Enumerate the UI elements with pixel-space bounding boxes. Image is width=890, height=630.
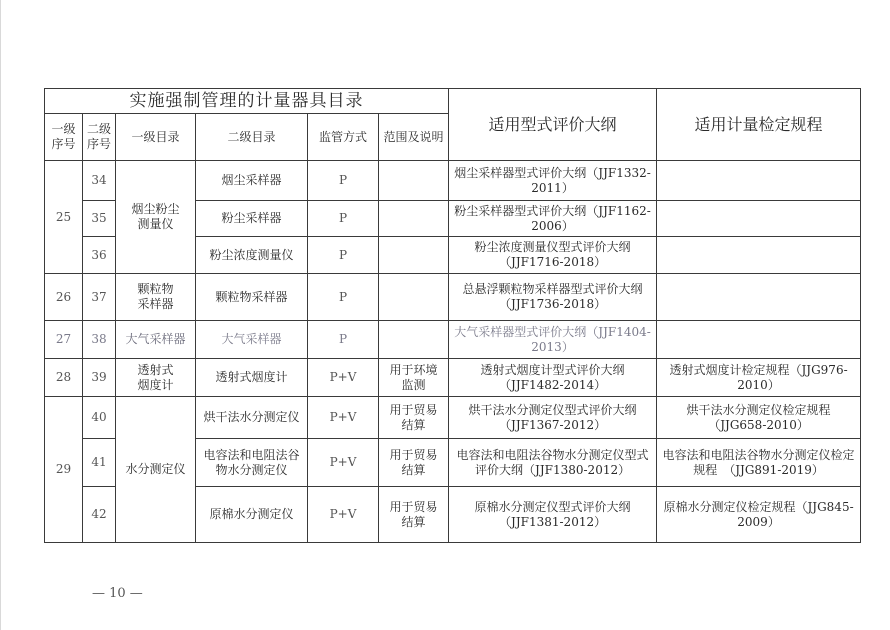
level2-no-cell: 35 <box>83 201 116 237</box>
level1-cell: 颗粒物采样器 <box>116 274 196 321</box>
scope-cell: 用于贸易结算 <box>379 487 449 543</box>
supervision-cell: P <box>308 274 379 321</box>
supervision-cell: P+V <box>308 359 379 397</box>
level2-no-cell: 37 <box>83 274 116 321</box>
header-row-1 <box>45 89 861 114</box>
regulation-cell: 烘干法水分测定仪检定规程（JJG658-2010） <box>657 397 861 439</box>
level2-no-cell: 34 <box>83 161 116 201</box>
metrology-catalog-table <box>44 88 861 543</box>
level1-cell: 透射式烟度计 <box>116 359 196 397</box>
level2-no-cell: 41 <box>83 439 116 487</box>
outline-cell: 原棉水分测定仪型式评价大纲（JJF1381-2012） <box>449 487 657 543</box>
table-row <box>45 359 861 397</box>
level2-cell: 粉尘浓度测量仪 <box>196 237 308 274</box>
header-level2-no: 二级序号 <box>83 114 116 161</box>
level2-cell: 粉尘采样器 <box>196 201 308 237</box>
supervision-cell: P <box>308 321 379 359</box>
supervision-cell: P <box>308 161 379 201</box>
level2-no-cell: 40 <box>83 397 116 439</box>
scope-cell: 用于贸易结算 <box>379 397 449 439</box>
table-row <box>45 397 861 439</box>
supervision-cell: P <box>308 237 379 274</box>
level1-cell: 烟尘粉尘测量仪 <box>116 161 196 274</box>
outline-cell: 总悬浮颗粒物采样器型式评价大纲（JJF1736-2018） <box>449 274 657 321</box>
level2-cell: 颗粒物采样器 <box>196 274 308 321</box>
scan-edge <box>0 0 1 630</box>
level1-cell: 大气采样器 <box>116 321 196 359</box>
header-regulation: 适用计量检定规程 <box>657 89 861 161</box>
header-level1: 一级目录 <box>116 114 196 161</box>
level2-cell: 烘干法水分测定仪 <box>196 397 308 439</box>
header-supervision: 监管方式 <box>308 114 379 161</box>
regulation-cell: 透射式烟度计检定规程（JJG976-2010） <box>657 359 861 397</box>
level1-no-cell: 27 <box>45 321 83 359</box>
header-outline: 适用型式评价大纲 <box>449 89 657 161</box>
header-level2: 二级目录 <box>196 114 308 161</box>
outline-cell: 烟尘采样器型式评价大纲（JJF1332-2011） <box>449 161 657 201</box>
scope-cell <box>379 237 449 274</box>
outline-cell: 粉尘浓度测量仪型式评价大纲（JJF1716-2018） <box>449 237 657 274</box>
table-title: 实施强制管理的计量器具目录 <box>45 89 449 114</box>
level2-cell: 烟尘采样器 <box>196 161 308 201</box>
level1-no-cell: 28 <box>45 359 83 397</box>
level2-no-cell: 36 <box>83 237 116 274</box>
level2-no-cell: 38 <box>83 321 116 359</box>
regulation-cell <box>657 274 861 321</box>
regulation-cell <box>657 201 861 237</box>
table-row <box>45 321 861 359</box>
table-row <box>45 274 861 321</box>
supervision-cell: P+V <box>308 487 379 543</box>
regulation-cell: 电容法和电阻法谷物水分测定仪检定规程 （JJG891-2019） <box>657 439 861 487</box>
level1-no-cell: 29 <box>45 397 83 543</box>
level1-cell: 水分测定仪 <box>116 397 196 543</box>
page-number: — 10 — <box>92 586 143 601</box>
regulation-cell <box>657 161 861 201</box>
regulation-cell <box>657 321 861 359</box>
header-level1-no: 一级序号 <box>45 114 83 161</box>
regulation-cell <box>657 237 861 274</box>
supervision-cell: P+V <box>308 397 379 439</box>
scope-cell: 用于环境监测 <box>379 359 449 397</box>
scope-cell <box>379 201 449 237</box>
outline-cell: 粉尘采样器型式评价大纲（JJF1162-2006） <box>449 201 657 237</box>
outline-cell: 电容法和电阻法谷物水分测定仪型式评价大纲（JJF1380-2012） <box>449 439 657 487</box>
level2-no-cell: 39 <box>83 359 116 397</box>
outline-cell: 大气采样器型式评价大纲（JJF1404-2013） <box>449 321 657 359</box>
scope-cell <box>379 161 449 201</box>
supervision-cell: P+V <box>308 439 379 487</box>
level2-no-cell: 42 <box>83 487 116 543</box>
header-scope: 范围及说明 <box>379 114 449 161</box>
outline-cell: 透射式烟度计型式评价大纲（JJF1482-2014） <box>449 359 657 397</box>
scope-cell: 用于贸易结算 <box>379 439 449 487</box>
level2-cell: 原棉水分测定仪 <box>196 487 308 543</box>
regulation-cell: 原棉水分测定仪检定规程（JJG845-2009） <box>657 487 861 543</box>
table-row <box>45 161 861 201</box>
level1-no-cell: 25 <box>45 161 83 274</box>
level2-cell: 大气采样器 <box>196 321 308 359</box>
level2-cell: 透射式烟度计 <box>196 359 308 397</box>
scope-cell <box>379 321 449 359</box>
level1-no-cell: 26 <box>45 274 83 321</box>
level2-cell: 电容法和电阻法谷物水分测定仪 <box>196 439 308 487</box>
supervision-cell: P <box>308 201 379 237</box>
outline-cell: 烘干法水分测定仪型式评价大纲（JJF1367-2012） <box>449 397 657 439</box>
scope-cell <box>379 274 449 321</box>
